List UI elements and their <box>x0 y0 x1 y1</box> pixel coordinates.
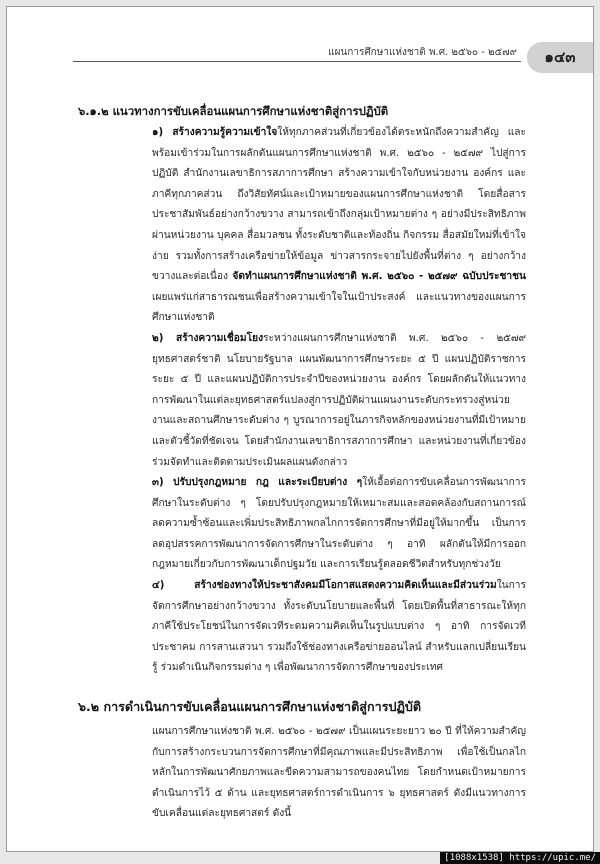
running-header-title: แผนการศึกษาแห่งชาติ พ.ศ. ๒๕๖๐ - ๒๕๗๙ <box>328 47 517 58</box>
document-page <box>6 6 594 852</box>
item-3-text: ให้เอื้อต่อการขับเคลื่อนการพัฒนาการศึกษาในระดับต่าง ๆ โดยปรับปรุงกฎหมายให้เหมาะสมและสอดคล้องกับสถานการณ์ ลดความซ้ำซ้อนและเพิ่มประสิทธิภาพกลไกการจัดการศึกษาที่มีอยู่ให้มากขึ้น เป็นการลดอุปสรรคการพัฒนาการจัดการศึกษาในระดับต่าง ๆ อาทิ ผลักดันให้มีการออกกฎหมายเกี่ยวกับการพัฒนาเด็กปฐมวัย และการเรียนรู้ตลอดชีวิตสำหรับทุกช่วงวัย <box>152 477 526 571</box>
image-size-watermark: [1088x1538] https://upic.me/ <box>440 852 600 864</box>
item-3-lead: ๓) ปรับปรุงกฎหมาย กฎ และระเบียบต่าง ๆ <box>152 477 363 489</box>
item-1-text-b: เผยแพร่แก่สาธารณชนเพื่อสร้างความเข้าใจในเป้าประสงค์ และแนวทางของแผนการศึกษาแห่งชาติ <box>152 291 526 324</box>
item-2-lead: ๒) สร้างความเชื่อมโยง <box>152 332 264 344</box>
header-rule <box>73 61 521 62</box>
paragraph-6-2 <box>78 722 526 825</box>
paragraph-item-2 <box>78 329 526 473</box>
section-6-2-text: แผนการศึกษาแห่งชาติ พ.ศ. ๒๕๖๐ - ๒๕๗๙ เป็นแผนระยะยาว ๒๐ ปี ที่ให้ความสำคัญกับการสร้างกระบวนการจัดการศึกษาที่มีคุณภาพและมีประสิทธิภาพ เพื่อใช้เป็นกลไกหลักในการพัฒนาศักยภาพและขีดความสามารถของคนไทย โดยกำหนดเป้าหมายการดำเนินการไว้ ๕ ด้าน และยุทธศาสตร์การดำเนินการ ๖ ยุทธศาสตร์ ดังมีแนวทางการขับเคลื่อนแต่ละยุทธศาสตร์ ดังนี้ <box>152 726 526 820</box>
item-2-text: ระหว่างแผนการศึกษาแห่งชาติ พ.ศ. ๒๕๖๐ - ๒๕๗๙ ยุทธศาสตร์ชาติ นโยบายรัฐบาล แผนพัฒนาการศึกษาระยะ ๕ ปี แผนปฏิบัติราชการระยะ ๕ ปี และแผนปฏิบัติการประจำปีของหน่วยงาน องค์กร โดยผลักดันให้แนวทางการพัฒนาในแต่ละยุทธศาสตร์แปลงสู่การปฏิบัติผ่านแผนงานระดับกระทรวงสู่หน่วยงานและสถานศึกษาระดับต่าง ๆ บูรณาการอยู่ในภารกิจหลักของหน่วยงานที่มีเป้าหมายและตัวชี้วัดที่ชัดเจน โดยสำนักงานเลขาธิการสภาการศึกษา และหน่วยงานที่เกี่ยวข้องร่วมจัดทำและติดตามประเมินผลแผนดังกล่าว <box>152 332 526 468</box>
item-1-text-a: ให้ทุกภาคส่วนที่เกี่ยวข้องได้ตระหนักถึงความสำคัญ และพร้อมเข้าร่วมในการผลักดันแผนการศึกษาแห่งชาติ พ.ศ. ๒๕๖๐ - ๒๕๗๙ ไปสู่การปฏิบัติ สำนักงานเลขาธิการสภาการศึกษา สร้างความเข้าใจกับหน่วยงาน องค์กร และภาคีทุกภาคส่วน ถึงวิสัยทัศน์และเป้าหมายของแผนการศึกษาแห่งชาติ โดยสื่อสารประชาสัมพันธ์อย่างกว้างขวาง สามารถเข้าถึงกลุ่มเป้าหมายต่าง ๆ อย่างมีประสิทธิภาพ ผ่านหน่วยงาน บุคคล สื่อมวลชน ทั้งระดับชาติและท้องถิ่น กิจกรรม สื่อสมัยใหม่ที่เข้าใจง่าย รวมทั้งการสร้างเครือข่ายให้ข้อมูล ข่าวสารกระจายไปยังพื้นที่ต่าง ๆ อย่างกว้างขวางและต่อเนื่อง <box>152 127 526 283</box>
paragraph-item-3 <box>78 473 526 576</box>
item-1-lead: ๑) สร้างความรู้ความเข้าใจ <box>152 127 278 138</box>
section-heading-6-1-2: ๖.๑.๒ แนวทางการขับเคลื่อนแผนการศึกษาแห่งชาติสู่การปฏิบัติ <box>78 104 389 118</box>
page-number: ๑๔๓ <box>544 48 576 66</box>
paragraph-item-4 <box>78 576 526 679</box>
running-header <box>7 7 593 73</box>
page-number-tab <box>527 42 593 73</box>
paragraph-item-1 <box>78 123 526 329</box>
item-1-bold-phrase: จัดทำแผนการศึกษาแห่งชาติ พ.ศ. ๒๕๖๐ - ๒๕๗๙ ฉบับประชาชน <box>232 271 527 283</box>
page-body <box>78 101 526 825</box>
item-4-text: ในการจัดการศึกษาอย่างกว้างขวาง ทั้งระดับนโยบายและพื้นที่ โดยเปิดพื้นที่สาธารณะให้ทุกภาคีใช้ประโยชน์ในการจัดเวทีระดมความคิดเห็นในรูปแบบต่าง ๆ อาทิ การจัดเวทีประชาคม การสานเสวนา รวมถึงใช้ช่องทางเครือข่ายออนไลน์ สำหรับแลกเปลี่ยนเรียนรู้ ร่วมดำเนินกิจกรรมต่าง ๆ เพื่อพัฒนาการจัดการศึกษาของประเทศ <box>152 580 526 674</box>
section-heading-6-2: ๖.๒ การดำเนินการขับเคลื่อนแผนการศึกษาแห่งชาติสู่การปฏิบัติ <box>78 699 422 715</box>
item-4-lead: ๔) สร้างช่องทางให้ประชาสังคมมีโอกาสแสดงความคิดเห็นและมีส่วนร่วม <box>152 580 497 592</box>
